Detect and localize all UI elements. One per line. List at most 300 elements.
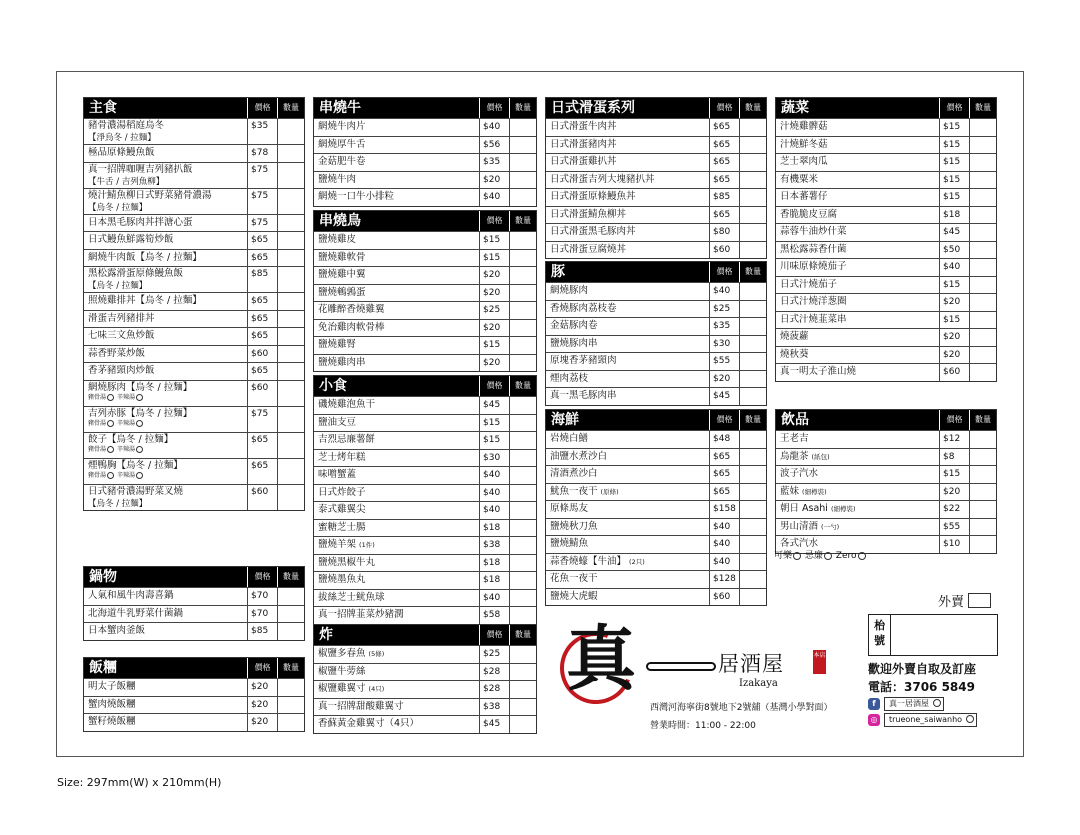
menu-item [314, 606, 536, 624]
instagram-row[interactable] [868, 713, 1028, 727]
qty-cell[interactable] [969, 431, 996, 448]
qty-cell[interactable] [969, 224, 996, 241]
menu-item [314, 231, 536, 249]
item-name-cell [314, 172, 479, 189]
radio-pork-soup[interactable] [107, 472, 114, 479]
item-sub: 【烏冬 / 拉麵】 [88, 498, 148, 509]
menu-item [546, 241, 766, 259]
qty-cell[interactable] [509, 232, 536, 249]
item-name-cell [314, 699, 479, 716]
qty-cell[interactable] [739, 318, 766, 335]
item-price: $65 [709, 449, 739, 466]
item-price: $18 [479, 520, 509, 537]
item-name-cell [546, 207, 709, 224]
qty-cell[interactable] [739, 283, 766, 300]
section-rice [83, 657, 305, 732]
item-name: 吉列赤豚【烏冬 / 拉麵】 [88, 407, 193, 419]
qty-cell[interactable] [277, 714, 304, 731]
item-name-cell [546, 172, 709, 189]
item-name-cell [314, 716, 479, 733]
item-price: $70 [247, 606, 277, 623]
item-name: 燒菠蘿 [780, 331, 809, 342]
qty-cell[interactable] [509, 555, 536, 572]
radio-spicy-soup[interactable] [136, 394, 143, 401]
item-name-cell [546, 353, 709, 370]
item-name-cell [776, 154, 939, 171]
item-price: $65 [247, 293, 277, 310]
item-price: $15 [939, 172, 969, 189]
menu-item [546, 118, 766, 136]
radio-spicy-soup[interactable] [136, 472, 143, 479]
item-name-cell [546, 388, 709, 405]
item-name: 明太子飯糰 [88, 681, 136, 692]
menu-item [776, 483, 996, 501]
qty-cell[interactable] [509, 189, 536, 206]
item-price: $40 [709, 536, 739, 553]
item-name-cell [84, 232, 247, 249]
item-price: $55 [939, 519, 969, 536]
section-header [776, 98, 996, 118]
qty-cell[interactable] [969, 172, 996, 189]
qty-cell[interactable] [509, 432, 536, 449]
item-name: 汁燒鮮冬菇 [780, 138, 828, 150]
qty-cell[interactable] [509, 355, 536, 372]
table-number-field[interactable] [891, 615, 997, 655]
qty-cell[interactable] [509, 267, 536, 284]
qty-cell[interactable] [739, 242, 766, 259]
item-name-cell [314, 154, 479, 171]
menu-item [84, 231, 304, 249]
item-name: 椒鹽牛蒡絲 [318, 665, 366, 677]
qty-cell[interactable] [739, 466, 766, 483]
item-name-cell [314, 267, 479, 284]
qty-cell[interactable] [739, 301, 766, 318]
radio-spicy-soup[interactable] [136, 446, 143, 453]
qty-cell[interactable] [509, 320, 536, 337]
item-name: 磯燒雞泡魚干 [318, 399, 376, 410]
qty-cell[interactable] [509, 572, 536, 589]
menu-item [314, 571, 536, 589]
soup-option-spicy: 辛辣湯 [116, 471, 135, 479]
qty-cell[interactable] [277, 293, 304, 310]
item-sub: 【淨烏冬 / 拉麵】 [88, 133, 156, 143]
menu-item [314, 188, 536, 206]
menu-item [776, 153, 996, 171]
qty-cell[interactable] [739, 371, 766, 388]
radio-zero[interactable] [858, 552, 866, 560]
item-name: 日式滑蛋牛肉丼 [550, 121, 617, 132]
qty-cell[interactable] [969, 484, 996, 501]
menu-item [546, 335, 766, 353]
item-name-cell [546, 189, 709, 206]
qty-cell[interactable] [509, 137, 536, 154]
qty-cell[interactable] [509, 302, 536, 319]
item-name: 香燒豚肉荔枝卷 [550, 302, 617, 314]
item-price: $30 [479, 450, 509, 467]
qty-cell[interactable] [509, 415, 536, 432]
menu-item [84, 292, 304, 310]
radio-pork-soup[interactable] [107, 446, 114, 453]
section-title: 飯糰 [89, 660, 117, 676]
item-name-cell [776, 449, 939, 466]
qty-cell[interactable] [739, 554, 766, 571]
menu-item [776, 448, 996, 466]
qty-cell[interactable] [969, 519, 996, 536]
qty-cell[interactable] [739, 431, 766, 448]
item-price: $15 [939, 312, 969, 329]
qty-cell[interactable] [739, 119, 766, 136]
qty-cell[interactable] [969, 189, 996, 206]
qty-cell[interactable] [969, 536, 996, 553]
item-price: $35 [479, 154, 509, 171]
qty-cell[interactable] [509, 285, 536, 302]
item-price: $25 [709, 301, 739, 318]
qty-cell[interactable] [739, 536, 766, 553]
qty-cell[interactable] [509, 699, 536, 716]
qty-cell[interactable] [969, 294, 996, 311]
qty-cell[interactable] [739, 224, 766, 241]
qty-cell[interactable] [509, 250, 536, 267]
qty-cell[interactable] [969, 347, 996, 364]
item-price: $15 [939, 137, 969, 154]
item-price: $65 [709, 172, 739, 189]
item-name-cell [546, 119, 709, 136]
item-note: (1件) [359, 541, 375, 549]
qty-cell[interactable] [969, 364, 996, 381]
item-price: $15 [479, 232, 509, 249]
section-egg [545, 97, 767, 259]
item-price: $12 [939, 431, 969, 448]
item-sub: 【烏冬 / 拉麵】 [88, 202, 148, 213]
item-name-cell [546, 449, 709, 466]
qty-cell[interactable] [277, 215, 304, 232]
qty-cell[interactable] [277, 232, 304, 249]
item-name-cell [776, 224, 939, 241]
radio-pork-soup[interactable] [107, 420, 114, 427]
item-name: 油鹽水煮沙白 [550, 450, 608, 462]
qty-cell[interactable] [277, 485, 304, 510]
item-price: $10 [939, 536, 969, 553]
item-name: 拔絲芝士鱿魚球 [318, 591, 385, 603]
qty-cell[interactable] [739, 388, 766, 405]
item-name: 真一明太子淮山燒 [780, 366, 857, 377]
item-price: $15 [479, 415, 509, 432]
qty-cell[interactable] [509, 337, 536, 354]
qty-cell[interactable] [277, 163, 304, 188]
qty-cell[interactable] [509, 397, 536, 414]
qty-cell[interactable] [509, 681, 536, 698]
section-title: 豚 [551, 264, 565, 280]
item-name-cell [776, 347, 939, 364]
section-title: 主食 [89, 100, 117, 116]
qty-cell[interactable] [509, 537, 536, 554]
menu-item [546, 535, 766, 553]
item-name: 吉烈忌廉薯餅 [318, 434, 376, 445]
menu-item [546, 136, 766, 154]
item-name: 鹽燒黑椒牛丸 [318, 556, 376, 568]
menu-item [84, 587, 304, 605]
facebook-icon: f [868, 698, 880, 710]
item-price: $40 [709, 283, 739, 300]
qty-cell[interactable] [969, 466, 996, 483]
item-name: 香脆脆皮豆腐 [780, 208, 838, 220]
qty-cell[interactable] [509, 590, 536, 607]
skewer-icon [646, 662, 716, 671]
qty-cell[interactable] [739, 571, 766, 588]
size-note: Size: 297mm(W) x 210mm(H) [57, 776, 222, 789]
radio-pork-soup[interactable] [107, 394, 114, 401]
section-title: 日式滑蛋系列 [551, 100, 635, 116]
qty-cell[interactable] [277, 433, 304, 458]
qty-cell[interactable] [509, 502, 536, 519]
qty-cell[interactable] [969, 312, 996, 329]
section-title: 小食 [319, 378, 347, 394]
restaurant-logo [560, 617, 860, 735]
item-name: 日本蕃薯仔 [780, 191, 828, 202]
soup-options [88, 472, 247, 480]
item-name-cell [84, 163, 247, 188]
section-title: 炸 [319, 627, 333, 643]
qty-cell[interactable] [509, 467, 536, 484]
qty-cell[interactable] [509, 716, 536, 733]
choice-zero: Zero [835, 551, 857, 561]
qty-header: 數量 [739, 98, 766, 118]
item-price: $28 [479, 664, 509, 681]
logo-english: Izakaya [739, 678, 778, 689]
item-price: $65 [247, 250, 277, 267]
item-name-cell [84, 189, 247, 214]
qty-cell[interactable] [509, 119, 536, 136]
qty-cell[interactable] [739, 189, 766, 206]
qty-cell[interactable] [509, 450, 536, 467]
qty-cell[interactable] [277, 311, 304, 328]
qty-cell[interactable] [739, 449, 766, 466]
item-name-cell [84, 714, 247, 731]
qty-header: 數量 [509, 625, 536, 645]
item-name: 芝士翠肉瓜 [780, 156, 828, 167]
item-price: $85 [709, 189, 739, 206]
item-name: 鹽燒雞肉串 [318, 356, 366, 368]
section-main [83, 97, 305, 511]
soup-options [88, 420, 247, 428]
menu-item [314, 501, 536, 519]
item-name-cell [84, 145, 247, 162]
item-name-cell [776, 119, 939, 136]
item-name-cell [314, 355, 479, 372]
qty-cell[interactable] [739, 172, 766, 189]
item-price: $40 [479, 502, 509, 519]
item-name: 男山清酒 [780, 520, 819, 532]
item-name-cell [546, 484, 709, 501]
item-name: 蟹籽燒飯糰 [88, 716, 136, 727]
qty-cell[interactable] [277, 623, 304, 640]
item-name: 鹽燒牛肉 [318, 173, 357, 185]
qty-cell[interactable] [277, 250, 304, 267]
qty-cell[interactable] [969, 259, 996, 276]
qty-cell[interactable] [277, 697, 304, 714]
item-price: $65 [709, 207, 739, 224]
qty-header: 數量 [969, 98, 996, 118]
qty-cell[interactable] [969, 329, 996, 346]
item-name: 鹽燒雞中翼 [318, 269, 366, 280]
item-name: 網燒一口牛小排粒 [318, 191, 395, 202]
item-name-cell [314, 681, 479, 698]
qty-cell[interactable] [969, 449, 996, 466]
qty-cell[interactable] [969, 242, 996, 259]
menu-item [84, 713, 304, 731]
menu-item [546, 223, 766, 241]
menu-item [84, 144, 304, 162]
item-name: 鹽燒雞軟骨 [318, 251, 366, 263]
qty-cell[interactable] [739, 484, 766, 501]
item-sub: 【牛舌 / 吉列魚柳】 [88, 176, 165, 187]
qty-cell[interactable] [739, 207, 766, 224]
qty-cell[interactable] [739, 519, 766, 536]
qty-cell[interactable] [277, 381, 304, 406]
section-sea [545, 409, 767, 606]
soup-option-spicy: 辛辣湯 [116, 419, 135, 427]
menu-item [84, 249, 304, 267]
qty-cell[interactable] [277, 679, 304, 696]
qty-header: 數量 [277, 567, 304, 587]
item-price: $20 [479, 172, 509, 189]
radio-spicy-soup[interactable] [136, 420, 143, 427]
item-name-cell [776, 172, 939, 189]
item-name: 網燒牛肉片 [318, 121, 366, 132]
qty-cell[interactable] [739, 501, 766, 518]
section-header [84, 658, 304, 678]
qty-cell[interactable] [509, 646, 536, 663]
menu-item [546, 448, 766, 466]
qty-cell[interactable] [277, 346, 304, 363]
item-name-cell [84, 697, 247, 714]
section-header [84, 98, 304, 118]
qty-header: 數量 [277, 98, 304, 118]
menu-item [546, 317, 766, 335]
search-icon [966, 715, 974, 723]
qty-cell[interactable] [509, 485, 536, 502]
item-price: $60 [709, 589, 739, 606]
qty-cell[interactable] [277, 145, 304, 162]
qty-cell[interactable] [277, 328, 304, 345]
item-name: 真一招牌咖喱吉列豬扒飯 [88, 163, 193, 175]
menu-item [314, 698, 536, 716]
item-price: $75 [247, 189, 277, 214]
qty-cell[interactable] [509, 172, 536, 189]
item-name: 日式滑蛋雞扒丼 [550, 156, 617, 167]
qty-cell[interactable] [277, 119, 304, 144]
qty-cell[interactable] [509, 664, 536, 681]
menu-item [314, 118, 536, 136]
qty-cell[interactable] [509, 154, 536, 171]
item-name: 川味原條燒茄子 [780, 261, 847, 272]
item-price: $65 [709, 137, 739, 154]
qty-header: 數量 [277, 658, 304, 678]
menu-item [776, 363, 996, 381]
item-name: 汁燒雞髀菇 [780, 121, 828, 132]
menu-item [776, 258, 996, 276]
qty-cell[interactable] [739, 336, 766, 353]
item-name-cell [314, 432, 479, 449]
qty-cell[interactable] [277, 459, 304, 484]
item-name-cell [546, 589, 709, 606]
takeaway-checkbox[interactable] [968, 593, 991, 608]
item-name-cell [84, 250, 247, 267]
qty-cell[interactable] [277, 588, 304, 605]
qty-header: 數量 [509, 376, 536, 396]
qty-cell[interactable] [969, 501, 996, 518]
qty-cell[interactable] [969, 154, 996, 171]
facebook-row[interactable] [868, 697, 1028, 711]
radio-cola[interactable] [793, 552, 801, 560]
menu-item [314, 319, 536, 337]
item-name: 真一招牌韮菜炒豬潤 [318, 609, 404, 620]
welcome-text: 歡迎外賣自取及訂座 [868, 662, 977, 676]
qty-cell[interactable] [739, 137, 766, 154]
item-name-cell [776, 484, 939, 501]
item-name-cell [776, 466, 939, 483]
item-name-cell [546, 242, 709, 259]
item-name-cell [546, 283, 709, 300]
item-name-cell [546, 571, 709, 588]
menu-item [546, 465, 766, 483]
section-header [314, 98, 536, 118]
soda-choices [774, 548, 867, 561]
item-name-cell [776, 294, 939, 311]
qty-cell[interactable] [277, 189, 304, 214]
menu-item [546, 387, 766, 405]
section-header [546, 98, 766, 118]
qty-cell[interactable] [969, 207, 996, 224]
menu-item [776, 118, 996, 136]
qty-cell[interactable] [739, 589, 766, 606]
section-bird [313, 210, 537, 372]
choice-cola: 可樂 [774, 551, 793, 561]
radio-cream[interactable] [824, 552, 832, 560]
item-name: 蒜蓉牛油炒什菜 [780, 226, 847, 237]
price-header: 價格 [247, 658, 277, 678]
price-header: 價格 [709, 410, 739, 430]
qty-cell[interactable] [509, 607, 536, 624]
qty-cell[interactable] [277, 363, 304, 380]
qty-cell[interactable] [509, 520, 536, 537]
item-note: (一勺) [821, 522, 840, 531]
item-name-cell [314, 664, 479, 681]
qty-cell[interactable] [277, 606, 304, 623]
qty-cell[interactable] [969, 277, 996, 294]
logo-stamp: 本店 [813, 650, 826, 674]
qty-cell[interactable] [277, 267, 304, 292]
qty-cell[interactable] [969, 119, 996, 136]
item-name: 蟹肉燒飯糰 [88, 698, 136, 710]
item-price: $18 [479, 555, 509, 572]
item-name: 岩燒白鱔 [550, 433, 589, 444]
menu-item [546, 188, 766, 206]
item-name-cell [776, 329, 939, 346]
qty-cell[interactable] [739, 154, 766, 171]
item-price: $40 [709, 519, 739, 536]
qty-cell[interactable] [277, 407, 304, 432]
item-name: 日式滑蛋鯖魚柳丼 [550, 208, 627, 220]
item-name: 日式炸餃子 [318, 486, 366, 498]
menu-item [84, 432, 304, 458]
item-name-cell [84, 381, 247, 406]
qty-cell[interactable] [739, 353, 766, 370]
menu-item [314, 519, 536, 537]
item-name-cell [314, 572, 479, 589]
qty-cell[interactable] [969, 137, 996, 154]
item-name: 鹽燒墨魚丸 [318, 574, 366, 585]
